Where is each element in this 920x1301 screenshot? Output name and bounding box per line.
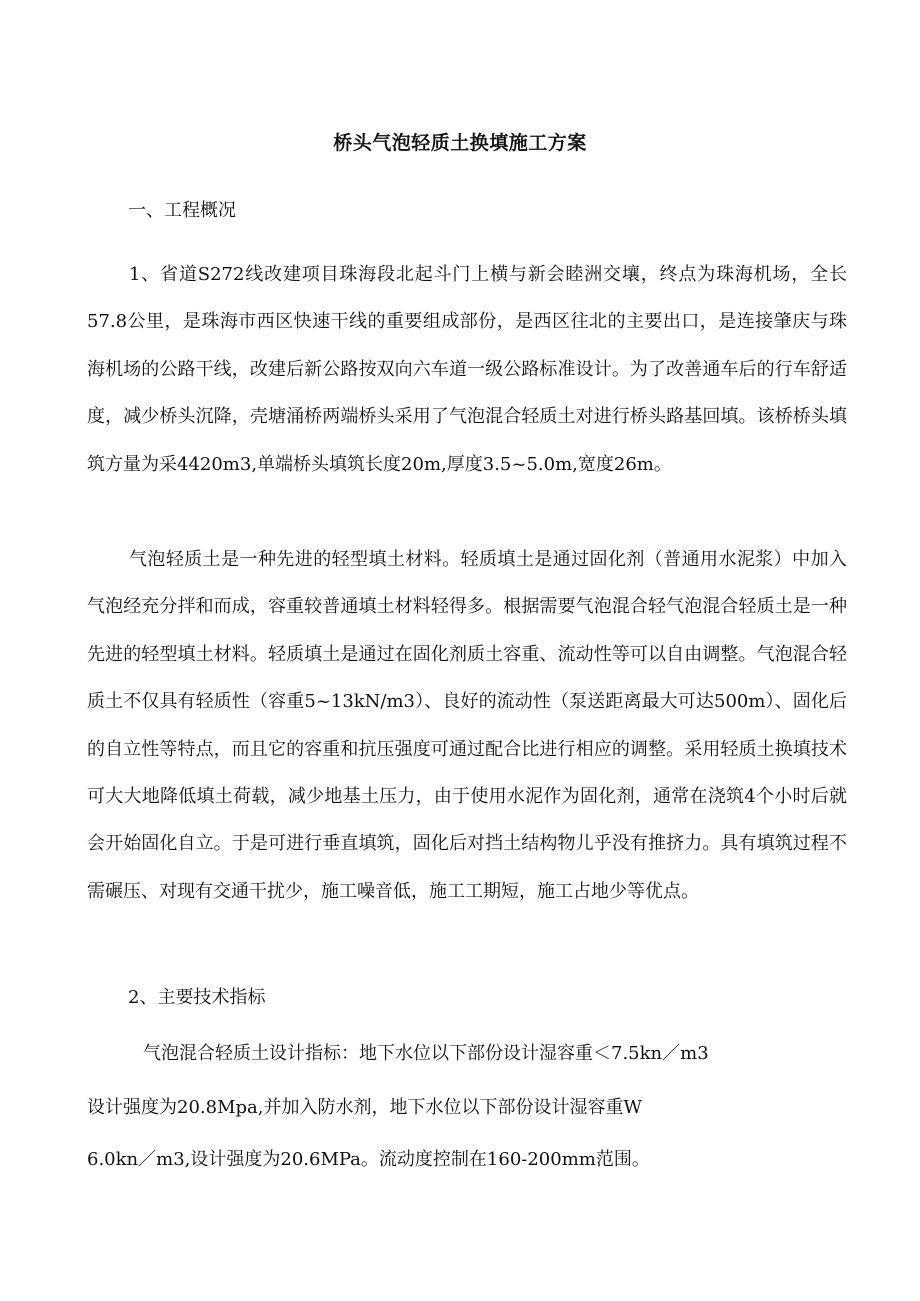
document-title: 桥头气泡轻质土换填施工方案 — [333, 132, 587, 154]
spec-line-1: 气泡混合轻质土设计指标：地下水位以下部份设计湿容重＜7.5kn／m3 — [143, 1043, 709, 1064]
section-heading-overview: 一、工程概况 — [128, 200, 236, 221]
spec-line-2: 设计强度为20.8Mpa,并加入防水剂，地下水位以下部份设计湿容重W — [87, 1097, 642, 1118]
spec-line-3: 6.0kn／m3,设计强度为20.6MPa。流动度控制在160-200mm范围。 — [87, 1149, 650, 1170]
paragraph-foam-soil-description: 气泡轻质土是一种先进的轻型填土材料。轻质填土是通过固化剂（普通用水泥浆）中加入气泡经充分拌和而成，容重较普通填土材料轻得多。根据需要气泡混合轻气泡混合轻质土是一种先进的轻型填土材料。轻质填土是通过在固化剂质土容重、流动性等可以自由调整。气泡混合轻质土不仅具有轻质性（容重5~13kN/m3）、良好的流动性（泵送距离最大可达500m）、固化后的自立性等特点，而且它的容重和抗压强度可通过配合比进行相应的调整。采用轻质土换填技术可大大地降低填土荷载，减少地基土压力，由于使用水泥作为固化剂，通常在浇筑4个小时后就会开始固化自立。于是可进行垂直填筑，固化后对挡土结构物儿乎没有推挤力。具有填筑过程不需碾压、对现有交通干扰少，施工噪音低，施工工期短，施工占地少等优点。 — [87, 549, 847, 902]
section-heading-technical-indicators: 2、主要技术指标 — [128, 987, 266, 1008]
paragraph-project-overview: 1、省道S272线改建项目珠海段北起斗门上横与新会睦洲交壤，终点为珠海机场，全长57.8公里，是珠海市西区快速干线的重要组成部份，是西区往北的主要出口，是连接肇庆与珠海机场的公路干线，改建后新公路按双向六车道一级公路标准设计。为了改善通车后的行车舒适度，减少桥头沉降，壳塘涌桥两端桥头采用了气泡混合轻质土对进行桥头路基回填。该桥桥头填筑方量为采4420m3,单端桥头填筑长度20m,厚度3.5~5.0m,宽度26m。 — [87, 264, 847, 475]
